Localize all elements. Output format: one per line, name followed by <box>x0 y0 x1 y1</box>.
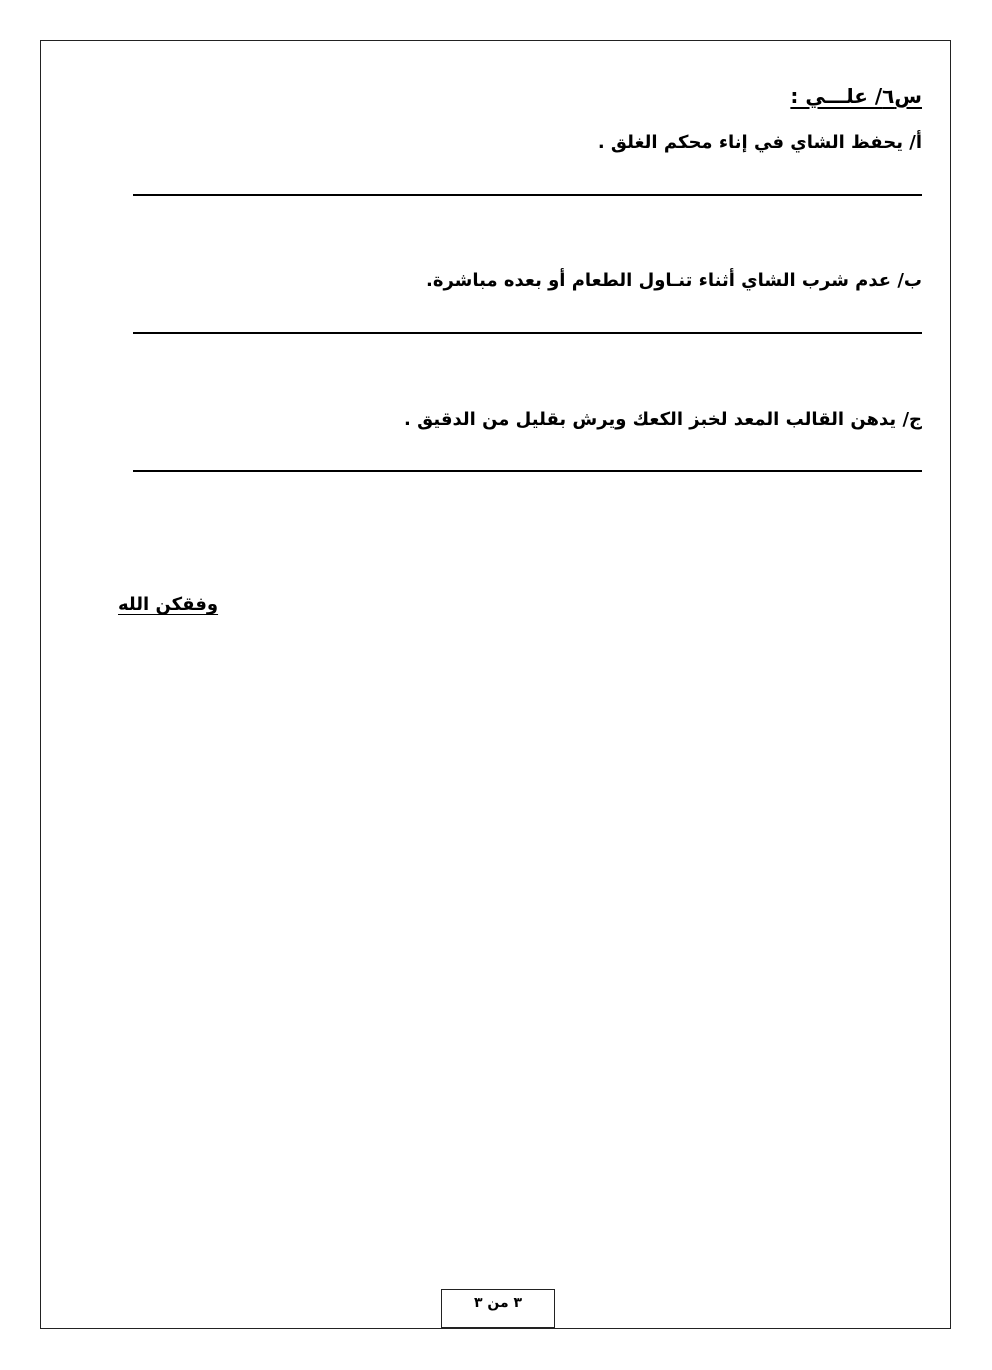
question-item-b: ب/ عدم شرب الشاي أثناء تنـاول الطعام أو بعده مباشرة. <box>426 270 922 291</box>
question-item-a: أ/ يحفظ الشاي في إناء محكم الغلق . <box>597 132 922 153</box>
page-number-box <box>441 1289 555 1328</box>
question-title: س٦/ علـــي : <box>790 84 922 108</box>
answer-line-c <box>133 470 922 472</box>
answer-line-b <box>133 332 922 334</box>
question-item-c: ج/ يدهن القالب المعد لخبز الكعك ويرش بقليل من الدقيق . <box>404 409 922 430</box>
closing-text: وفقكن الله <box>118 594 219 615</box>
page-border <box>40 40 951 1329</box>
answer-line-a <box>133 194 922 196</box>
page-number: ٣ من ٣ <box>473 1295 523 1311</box>
